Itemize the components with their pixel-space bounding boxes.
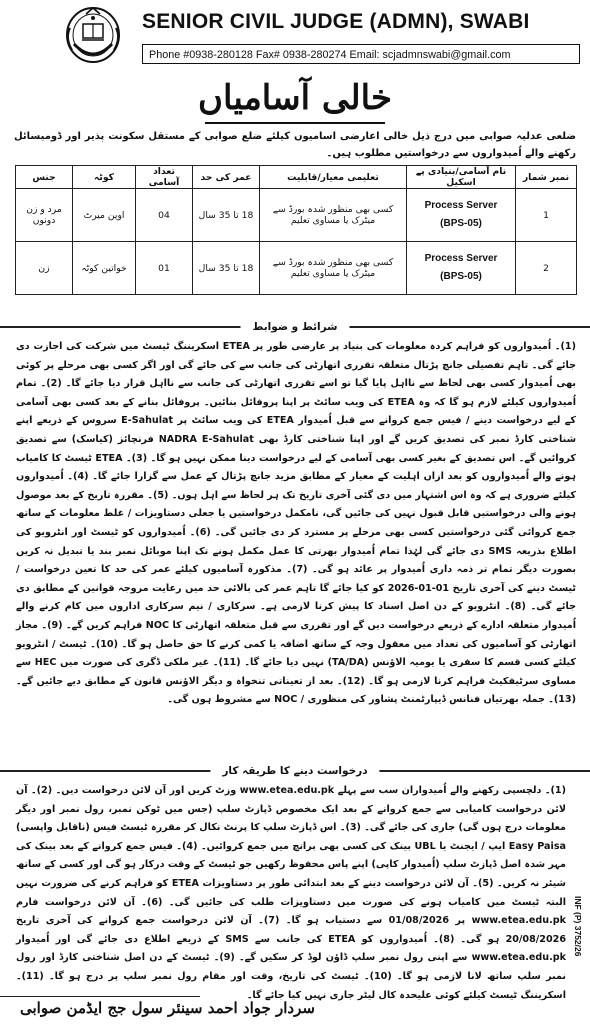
signature-block <box>0 996 590 1024</box>
terms-section-header <box>0 318 590 336</box>
cell-post <box>407 189 516 242</box>
col-header-gender: جنس <box>16 166 73 189</box>
table-header-row <box>16 166 577 189</box>
cell-gender: زن <box>16 242 73 295</box>
title-underline <box>205 122 385 124</box>
terms-heading: شرائط و ضوابط <box>241 318 350 336</box>
col-header-age: عمر کی حد <box>193 166 260 189</box>
col-header-count: تعداد آسامی <box>136 166 193 189</box>
col-header-serial: نمبر شمار <box>516 166 577 189</box>
header <box>60 4 590 66</box>
contact-info: Phone #0938-280128 Fax# 0938-280274 Email: scjadmnswabi@gmail.com <box>142 44 580 64</box>
cell-serial: 2 <box>516 242 577 295</box>
cell-qualification: کسی بھی منظور شدہ بورڈ سے میٹرک یا مساوی تعلیم <box>260 242 407 295</box>
howto-heading: درخواست دینے کا طریقہ کار <box>210 762 379 780</box>
cell-quota: خواتین کوٹہ <box>73 242 136 295</box>
reference-number <box>571 896 585 956</box>
cell-count: 01 <box>136 242 193 295</box>
post-name: Process Server <box>424 253 498 264</box>
post-scale: (BPS-05) <box>440 271 482 282</box>
table-row <box>16 189 577 242</box>
signature-name: سردار جواد احمد سینئر سول جج ایڈمن صوابی <box>20 999 315 1017</box>
reference-text: INF (P) 3752/26 <box>573 896 583 957</box>
howto-text: (1)۔ دلچسپی رکھنے والے اُمیدواران سب سے پہلے www.etea.edu.pk وزٹ کریں اور آن لائن درخواست دیں۔ (2)۔ آن لائن درخواست کامیابی سے جمع کروانے کے بعد ایک مخصوص ڈپازٹ سلپ (جس میں ٹوکن نمبر، رول نمبر اور دیگر معلومات درج ہوں گی) جاری کی جائے گی۔ (3)۔ اس ڈپازٹ سلپ کا پرنٹ نکال کر مقررہ ٹیسٹ فیس (ناقابل واپسی) Easy Paisa ایپ / ایجنٹ یا UBL بینک کی کسی بھی برانچ میں جمع کروائیں۔ (4)۔ فیس جمع کروانے کے بعد بینک کی مہر شدہ اصل ڈپازٹ سلپ (اُمیدوار کاپی) اپنے پاس محفوظ رکھیں جو ٹیسٹ کے وقت درکار ہو گی اور کسی کے ساتھ شیئر نہ کریں۔ (5)۔ آن لائن درخواست دینے کے بعد ابتدائی طور پر دستاویزات ETEA کو فراہم کرنے کی ضرورت نہیں البتہ ٹیسٹ میں کامیاب ہونے کی صورت میں دستاویزات طلب کی جائیں گی۔ (6)۔ آن لائن درخواست فارم www.etea.edu.pk پر 01/08/2026 سے دستیاب ہو گا۔ (7)۔ آن لائن درخواست جمع کروانے کی آخری تاریخ 20/08/2026 ہو گی۔ (8)۔ اُمیدواروں کو ETEA کی جانب سے SMS کے ذریعے اطلاع دی جائے گی اور اُمیدوار www.etea.edu.pk سے اپنی رول نمبر سلپ ڈاؤن لوڈ کر سکیں گے۔ (9)۔ ٹیسٹ کے دن اصل شناختی کارڈ اور رول نمبر سلپ ساتھ لانا لازمی ہو گا۔ (10)۔ ٹیسٹ کی تاریخ، وقت اور مقام رول نمبر سلپ پر درج ہو گا۔ (11)۔ اسکریننگ ٹیسٹ کیلئے کوئی علیحدہ کال لیٹر جاری نہیں کیا جائے گا۔ <box>16 785 567 1001</box>
cell-qualification: کسی بھی منظور شدہ بورڈ سے میٹرک یا مساوی تعلیم <box>260 189 407 242</box>
cell-quota: اوپن میرٹ <box>73 189 136 242</box>
cell-gender: مرد و زن دونوں <box>16 189 73 242</box>
vacancy-table <box>15 165 577 295</box>
cell-age: 18 تا 35 سال <box>193 189 260 242</box>
post-name: Process Server <box>424 200 498 211</box>
intro-text: ضلعی عدلیہ صوابی میں درج ذیل خالی اعارضی اسامیوں کیلئے ضلع صوابی کے مستقل سکونت پذیر اور ڈومیسائل رکھنے والے اُمیدواروں سے درخواستیں مطلوب ہیں۔ <box>14 131 576 159</box>
cell-age: 18 تا 35 سال <box>193 242 260 295</box>
page-title: SENIOR CIVIL JUDGE (ADMN), SWABI <box>142 10 530 33</box>
vacancy-title: خالی آسامیاں <box>197 78 392 118</box>
terms-text: (1)۔ اُمیدواروں کو فراہم کردہ معلومات کی بنیاد پر عارضی طور پر ETEA اسکریننگ ٹیسٹ میں شرکت کی اجازت دی جائے گی۔ تاہم تفصیلی جانچ پڑتال متعلقہ تقرری اتھارٹی کی جانب سے کی جائے گی اور اگر کسی بھی مرحلے پر کوئی بھی اُمیدوار کسی بھی لحاظ سے نااہل پایا گیا تو اسے تقرری اتھارٹی کی جانب سے نااہل قرار دیا جائے گا۔ (2)۔ تمام اُمیدواروں کیلئے لازم ہو گا کہ وہ ETEA کی ویب سائٹ پر اپنا پروفائل بنائیں۔ پروفائل بنانے کے بعد کسی بھی آسامی کے لیے درخواست دینے / فیس جمع کروانے سے قبل اُمیدوار ETEA کی ویب سائٹ پر E-Sahulat سروس کے ذریعے اپنے شناختی کارڈ نمبر کی تصدیق کریں گے اور اپنا شناختی کارڈ بھی NADRA E-Sahulat فرنچائز (کیاسک) سے تصدیق کروائیں گے۔ اس تصدیق کے بغیر کسی بھی آسامی کے لیے درخواست دینا ممکن نہیں ہو گا۔ (3)۔ ETEA ٹیسٹ کا کامیاب ہونے والے اُمیدواروں کو بعد ازاں اہلیت کے معیار کے مطابق مزید جانچ پڑتال کے عمل سے گزارا جائے گا۔ (4)۔ اُمیدواروں کیلئے ضروری ہے کہ وہ اس اشتہار میں دی گئی آخری تاریخ تک ہر لحاظ سے اہل ہوں۔ (5)۔ مقررہ تاریخ کے بعد موصول ہونے والی درخواستیں قابل قبول نہیں کی جائیں گی، نامکمل درخواستیں یا جعلی دستاویزات / غلط معلومات کے ساتھ جمع کروائی گئی درخواستیں کسی بھی مرحلے پر مسترد کر دی جائیں گی۔ (6)۔ اُمیدواروں کو ٹیسٹ اور انٹرویو کی اطلاع بذریعہ SMS دی جائے گی لہٰذا تمام اُمیدوار بھرتی کا عمل مکمل ہونے تک اپنا موبائل نمبر بند یا تبدیل نہ کریں بصورت دیگر تمام تر ذمہ داری اُمیدوار پر عائد ہو گی۔ (7)۔ مذکورہ آسامیوں کیلئے عمر کی حد کا تعین درخواست / ٹیسٹ دینے کی آخری تاریخ 01-01-2026 کو کیا جائے گا تاہم عمر کی بالائی حد میں رعایت مروجہ قوانین کے مطابق دی جائے گی۔ (8)۔ انٹرویو کے دن اصل اسناد کا پیش کرنا لازمی ہے۔ سرکاری / نیم سرکاری اداروں میں کام کرنے والے اُمیدوار متعلقہ ادارے کے ذریعے درخواست دیں گے اور تقرری سے قبل متعلقہ اتھارٹی کا NOC فراہم کریں گے۔ (9)۔ مجاز اتھارٹی کو آسامیوں کی تعداد میں معقول وجہ کے ساتھ اضافہ یا کمی کرنے کا حق حاصل ہو گا۔ (10)۔ ٹیسٹ / انٹرویو کیلئے کسی قسم کا سفری یا یومیہ الاؤنس (TA/DA) نہیں دیا جائے گا۔ (11)۔ غیر ملکی ڈگری کی صورت میں HEC سے مساوی سرٹیفکیٹ فراہم کرنا لازمی ہو گا۔ (12)۔ بعد از تعیناتی تنخواہ و دیگر الاؤنس قانون کے مطابق دیے جائیں گے۔ (13)۔ جملہ بھرتیاں فنانس ڈیپارٹمنٹ پشاور کی منظوری / NOC سے مشروط ہوں گی۔ <box>16 341 577 706</box>
cell-serial: 1 <box>516 189 577 242</box>
howto-section-header <box>0 762 590 780</box>
cell-post <box>407 242 516 295</box>
table-row <box>16 242 577 295</box>
cell-count: 04 <box>136 189 193 242</box>
col-header-post: نام آسامی/بنیادی پے اسکیل <box>407 166 516 189</box>
signature-rule <box>0 996 200 997</box>
col-header-qualification: تعلیمی معیار/قابلیت <box>260 166 407 189</box>
col-header-quota: کوٹہ <box>73 166 136 189</box>
post-scale: (BPS-05) <box>440 218 482 229</box>
court-emblem-icon <box>60 4 126 66</box>
